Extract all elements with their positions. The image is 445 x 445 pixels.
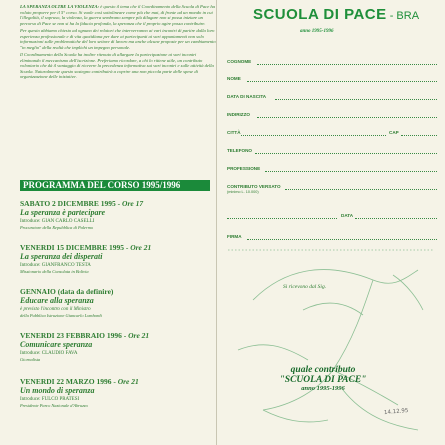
field-label: DATA (341, 213, 354, 218)
event-title: Educare alla speranza (20, 296, 94, 305)
brand-header (236, 6, 436, 24)
brand-subtitle: - BRA (386, 10, 420, 22)
field-line-pre[interactable] (227, 218, 337, 219)
field-label-cap: CAP (389, 130, 399, 135)
fold-line (216, 0, 217, 445)
field-label: CONTRIBUTO VERSATO (227, 184, 281, 189)
event-date: GENNAIO (data da definire) (20, 287, 114, 296)
field-data-nascita[interactable] (227, 91, 437, 100)
received-from-label: Si ricevono dal Sig. (283, 284, 327, 290)
program-header: PROGRAMMA DEL CORSO 1995/1996 (20, 180, 210, 191)
event-speaker: Introduce: CLAUDIO FAVA (20, 350, 78, 356)
event-date: VENERDI 15 DICEMBRE 1995 - Ore 21 (20, 243, 152, 252)
event-speaker-role: Presidente Parco Nazionale d'Abruzzo (20, 402, 88, 408)
field-firma[interactable] (227, 231, 437, 240)
event-date: SABATO 2 DICEMBRE 1995 - Ore 17 (20, 199, 144, 208)
field-telefono[interactable] (227, 145, 437, 154)
event-note: è previsto l'incontro con il Ministro (20, 306, 91, 312)
field-note: (minimo L. 10.000) (227, 190, 259, 194)
field-indirizzo[interactable] (227, 109, 437, 118)
intro-paragraph-3 (20, 52, 216, 80)
event-speaker-role: Procuratore della Repubblica di Palermo (20, 224, 94, 230)
caption-line-3: anno 1995-1996 (301, 385, 345, 392)
event-speaker: Introduce: GIANFRANCO TESTA (20, 262, 91, 268)
event-title: Un mondo di speranza (20, 386, 95, 395)
contribution-caption (238, 365, 408, 393)
field-cognome[interactable] (227, 56, 437, 65)
field-line[interactable] (257, 64, 437, 65)
event-title: La speranza dei disperati (20, 252, 103, 261)
field-data[interactable] (227, 210, 437, 219)
brand-title: SCUOLA DI PACE (252, 6, 387, 23)
field-label: TELEFONO (227, 148, 253, 153)
field-professione[interactable] (227, 163, 437, 172)
intro-paragraph-1 (20, 4, 216, 26)
event-speaker-role: Missionario della Consolata in Bolivia (20, 268, 89, 274)
field-line[interactable] (257, 117, 437, 118)
field-nome[interactable] (227, 73, 437, 82)
field-line[interactable] (255, 153, 437, 154)
event-speaker: Introduce: GIAN CARLO CASELLI (20, 218, 95, 224)
field-line[interactable] (241, 135, 386, 136)
field-line-cap[interactable] (401, 135, 437, 136)
field-line[interactable] (265, 171, 437, 172)
field-label: COGNOME (227, 59, 252, 64)
handwritten-note: 14.12.95 (383, 407, 409, 417)
field-line[interactable] (247, 81, 437, 82)
event-item (20, 287, 216, 318)
event-item (20, 199, 216, 230)
field-citta[interactable] (227, 127, 437, 136)
event-item (20, 331, 216, 362)
field-label: CITTÀ (227, 130, 241, 135)
field-contributo[interactable] (227, 181, 437, 194)
field-line[interactable] (355, 218, 437, 219)
event-note-2: della Pubblica Istruzione Giancarlo Lombardi (20, 312, 102, 318)
intro-body: Il Coordinamento della Scuola ha inoltre ritenuto di allargare la partecipazione ai vari incontri eliminando il meccanismo dell'iscrizione. Preferiamo ricordare, a chi lo ritiene utile, un contributo volontario che dà il vantaggio di ricevere la precedenza informativa sui vari incontri e sulle attività della Scuola. Naturalmente questo sostegno contribuirà a coprire una non piccola parte delle spese di organizzazione delle iniziative. (20, 52, 214, 79)
field-label: NOME (227, 76, 241, 81)
field-label: DATA DI NASCITA (227, 94, 267, 99)
event-title: La speranza è partecipare (20, 208, 106, 217)
intro-body: è questo il tema che il Coordinamento della Scuola di Pace ha voluto proporre per il 5° corso. Si vuole così sottolineare come più che mai, di fronte ad un mondo in cui l'illegalità, il sopruso, la violenza, la guerra sembrano sempre più dilagare non si possa iniziare un percorso di Pace se non si ha la fiducia profonda, la speranza che il proprio agire possa contribuire. (20, 4, 215, 26)
caption-line-2: "SCUOLA DI PACE" (279, 375, 367, 385)
field-line[interactable] (275, 99, 437, 100)
brand-year: anno 1995-1996 (300, 29, 334, 34)
caption-line-1: quale contributo (290, 365, 356, 375)
field-label: PROFESSIONE (227, 166, 261, 171)
intro-paragraph-2 (20, 28, 216, 50)
intro-body: Per questo abbiamo chiesto ad ognuno dei relatori che interverranno ai vari incontri di partire dalla loro esperienza professionale e di vita quotidiana per dare ai partecipanti ai vari appuntamenti non solo informazioni sulle problematiche del loro settore di lavoro ma anche alcune proposte per un cambiamento "in meglio" della realtà che implichi un impegno personale. (20, 28, 216, 50)
field-label: FIRMA (227, 234, 242, 239)
event-item (20, 243, 216, 274)
event-speaker: Introduce: FULCO PRATESI (20, 396, 80, 402)
field-label: INDIRIZZO (227, 112, 250, 117)
intro-lead: LA SPERANZA OLTRE LA VIOLENZA: (20, 4, 100, 9)
event-title: Comunicare speranza (20, 340, 93, 349)
intro-text (20, 4, 216, 82)
event-date: VENERDI 22 MARZO 1996 - Ore 21 (20, 377, 139, 386)
field-line[interactable] (285, 189, 437, 190)
event-item (20, 377, 216, 408)
event-date: VENERDI 23 FEBBRAIO 1996 - Ore 21 (20, 331, 150, 340)
event-speaker-role: Giornalista (20, 356, 41, 362)
